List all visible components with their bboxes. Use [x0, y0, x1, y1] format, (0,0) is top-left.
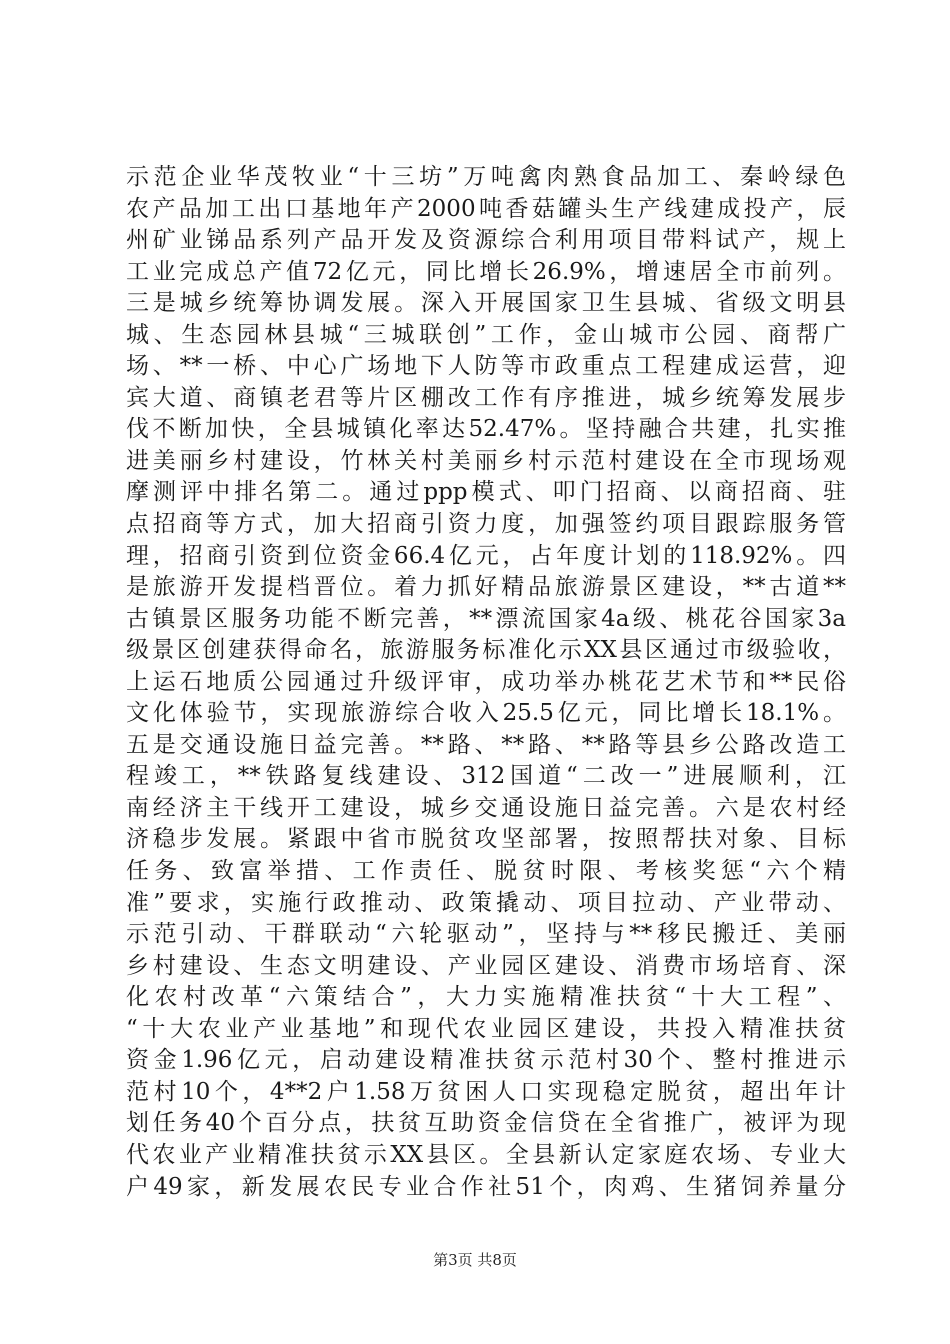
text-line: 任务、致富举措、工作责任、脱贫时限、考核奖惩“六个精 [126, 858, 846, 885]
body-paragraph [126, 162, 846, 1203]
text-line: “十大农业产业基地”和现代农业园区建设，共投入精准扶贫 [126, 1015, 846, 1042]
text-line: 准”要求，实施行政推动、政策撬动、项目拉动、产业带动、 [126, 889, 846, 916]
text-line: 划任务40个百分点，扶贫互助资金信贷在全省推广，被评为现 [126, 1110, 846, 1137]
text-line: 城、生态园林县城“三城联创”工作，金山城市公园、商帮广 [126, 321, 846, 348]
text-line: 五是交通设施日益完善。**路、**路、**路等县乡公路改造工 [126, 731, 846, 758]
text-line: 州矿业锑品系列产品开发及资源综合利用项目带料试产，规上 [126, 227, 846, 254]
text-line: 化农村改革“六策结合”，大力实施精准扶贫“十大工程”、 [126, 984, 846, 1011]
text-line: 上运石地质公园通过升级评审，成功举办桃花艺术节和**民俗 [126, 668, 846, 695]
text-line: 是旅游开发提档晋位。着力抓好精品旅游景区建设，**古道** [126, 574, 846, 601]
text-line: 农产品加工出口基地年产2000吨香菇罐头生产线建成投产，辰 [126, 195, 846, 222]
text-line: 南经济主干线开工建设，城乡交通设施日益完善。六是农村经 [126, 794, 846, 821]
text-line: 伐不断加快，全县城镇化率达52.47%。坚持融合共建，扎实推 [126, 416, 846, 443]
text-line: 点招商等方式，加大招商引资力度，加强签约项目跟踪服务管 [126, 511, 846, 538]
text-line: 济稳步发展。紧跟中省市脱贫攻坚部署，按照帮扶对象、目标 [126, 826, 846, 853]
text-line: 示范引动、干群联动“六轮驱动”，坚持与**移民搬迁、美丽 [126, 921, 846, 948]
text-line: 三是城乡统筹协调发展。深入开展国家卫生县城、省级文明县 [126, 290, 846, 317]
page-number-footer: 第3页 共8页 [433, 1251, 517, 1269]
text-line: 示范企业华茂牧业“十三坊”万吨禽肉熟食品加工、秦岭绿色 [126, 164, 846, 190]
text-line: 乡村建设、生态文明建设、产业园区建设、消费市场培育、深 [126, 952, 846, 979]
text-line: 古镇景区服务功能不断完善，**漂流国家4a级、桃花谷国家3a [126, 605, 846, 632]
text-line: 代农业产业精准扶贫示XX县区。全县新认定家庭农场、专业大 [126, 1141, 846, 1168]
text-line: 程竣工，**铁路复线建设、312国道“二改一”进展顺利，江 [126, 763, 846, 790]
text-line: 级景区创建获得命名，旅游服务标准化示XX县区通过市级验收， [126, 637, 846, 664]
text-line: 理，招商引资到位资金66.4亿元，占年度计划的118.92%。四 [126, 542, 846, 569]
text-line: 宾大道、商镇老君等片区棚改工作有序推进，城乡统筹发展步 [126, 384, 846, 411]
text-line: 户49家，新发展农民专业合作社51个，肉鸡、生猪饲养量分 [126, 1173, 846, 1200]
text-line: 摩测评中排名第二。通过ppp模式、叩门招商、以商招商、驻 [126, 479, 846, 506]
text-line: 范村10个，4**2户1.58万贫困人口实现稳定脱贫，超出年计 [126, 1078, 846, 1105]
text-line: 工业完成总产值72亿元，同比增长26.9%，增速居全市前列。 [126, 258, 846, 285]
text-line: 进美丽乡村建设，竹林关村美丽乡村示范村建设在全市现场观 [126, 447, 846, 474]
text-line: 资金1.96亿元，启动建设精准扶贫示范村30个、整村推进示 [126, 1047, 846, 1074]
text-line: 场、**一桥、中心广场地下人防等市政重点工程建成运营，迎 [126, 353, 846, 380]
text-line: 文化体验节，实现旅游综合收入25.5亿元，同比增长18.1%。 [126, 700, 846, 727]
